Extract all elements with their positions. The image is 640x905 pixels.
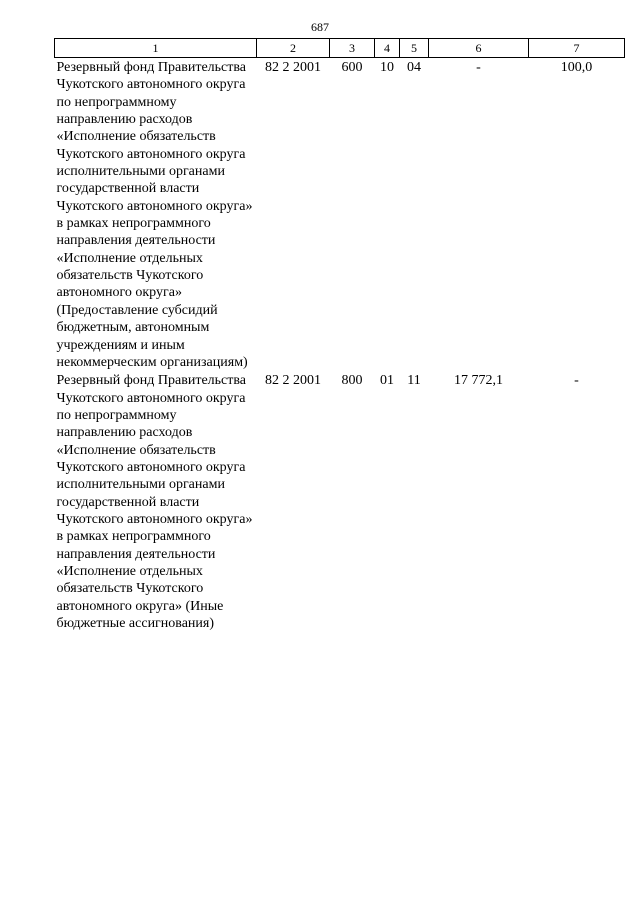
page-number: 687 <box>311 20 329 34</box>
row-section: 01 <box>380 373 394 389</box>
column-header-3: 3 <box>330 39 375 58</box>
column-header-5: 5 <box>400 39 429 58</box>
row-target-article: 82 2 2001 <box>265 373 321 389</box>
column-header-7: 7 <box>529 39 625 58</box>
row-section: 10 <box>380 60 394 75</box>
row-amount-6: 17 772,1 <box>454 373 503 389</box>
row-amount-7: - <box>574 373 579 389</box>
row-subsection: 11 <box>407 373 421 389</box>
row-amount-7: 100,0 <box>560 60 593 75</box>
column-header-6: 6 <box>429 39 529 58</box>
column-header-2: 2 <box>257 39 330 58</box>
table-row <box>55 58 625 372</box>
header-row <box>55 39 625 58</box>
row-description: Резервный фонд Правительства Чукотского автономного округа по непрограммному направлению расходов «Исполнение обязательств Чукотского автономного округа исполнительными органами государственной власти Чукотского автономного округа» в рамках непрограммного направления деятельности «Исполнение отдельных обязательств Чукотского автономного округа» (Иные бюджетные ассигнования) <box>56 373 253 631</box>
row-expense-type: 800 <box>341 373 363 389</box>
row-subsection: 04 <box>407 60 421 75</box>
row-expense-type: 600 <box>341 60 363 75</box>
column-header-1: 1 <box>55 39 257 58</box>
budget-table <box>54 38 625 632</box>
row-amount-6: - <box>476 60 481 75</box>
table-row <box>55 371 625 632</box>
row-description: Резервный фонд Правительства Чукотского автономного округа по непрограммному направлению расходов «Исполнение обязательств Чукотского автономного округа исполнительными органами государственной власти Чукотского автономного округа» в рамках непрограммного направления деятельности «Исполнение отдельных обязательств Чукотского автономного округа» (Предоставление субсидий бюджетным, автономным учреждениям и иным некоммерческим организациям) <box>56 60 253 370</box>
row-target-article: 82 2 2001 <box>265 60 321 75</box>
column-header-4: 4 <box>375 39 400 58</box>
